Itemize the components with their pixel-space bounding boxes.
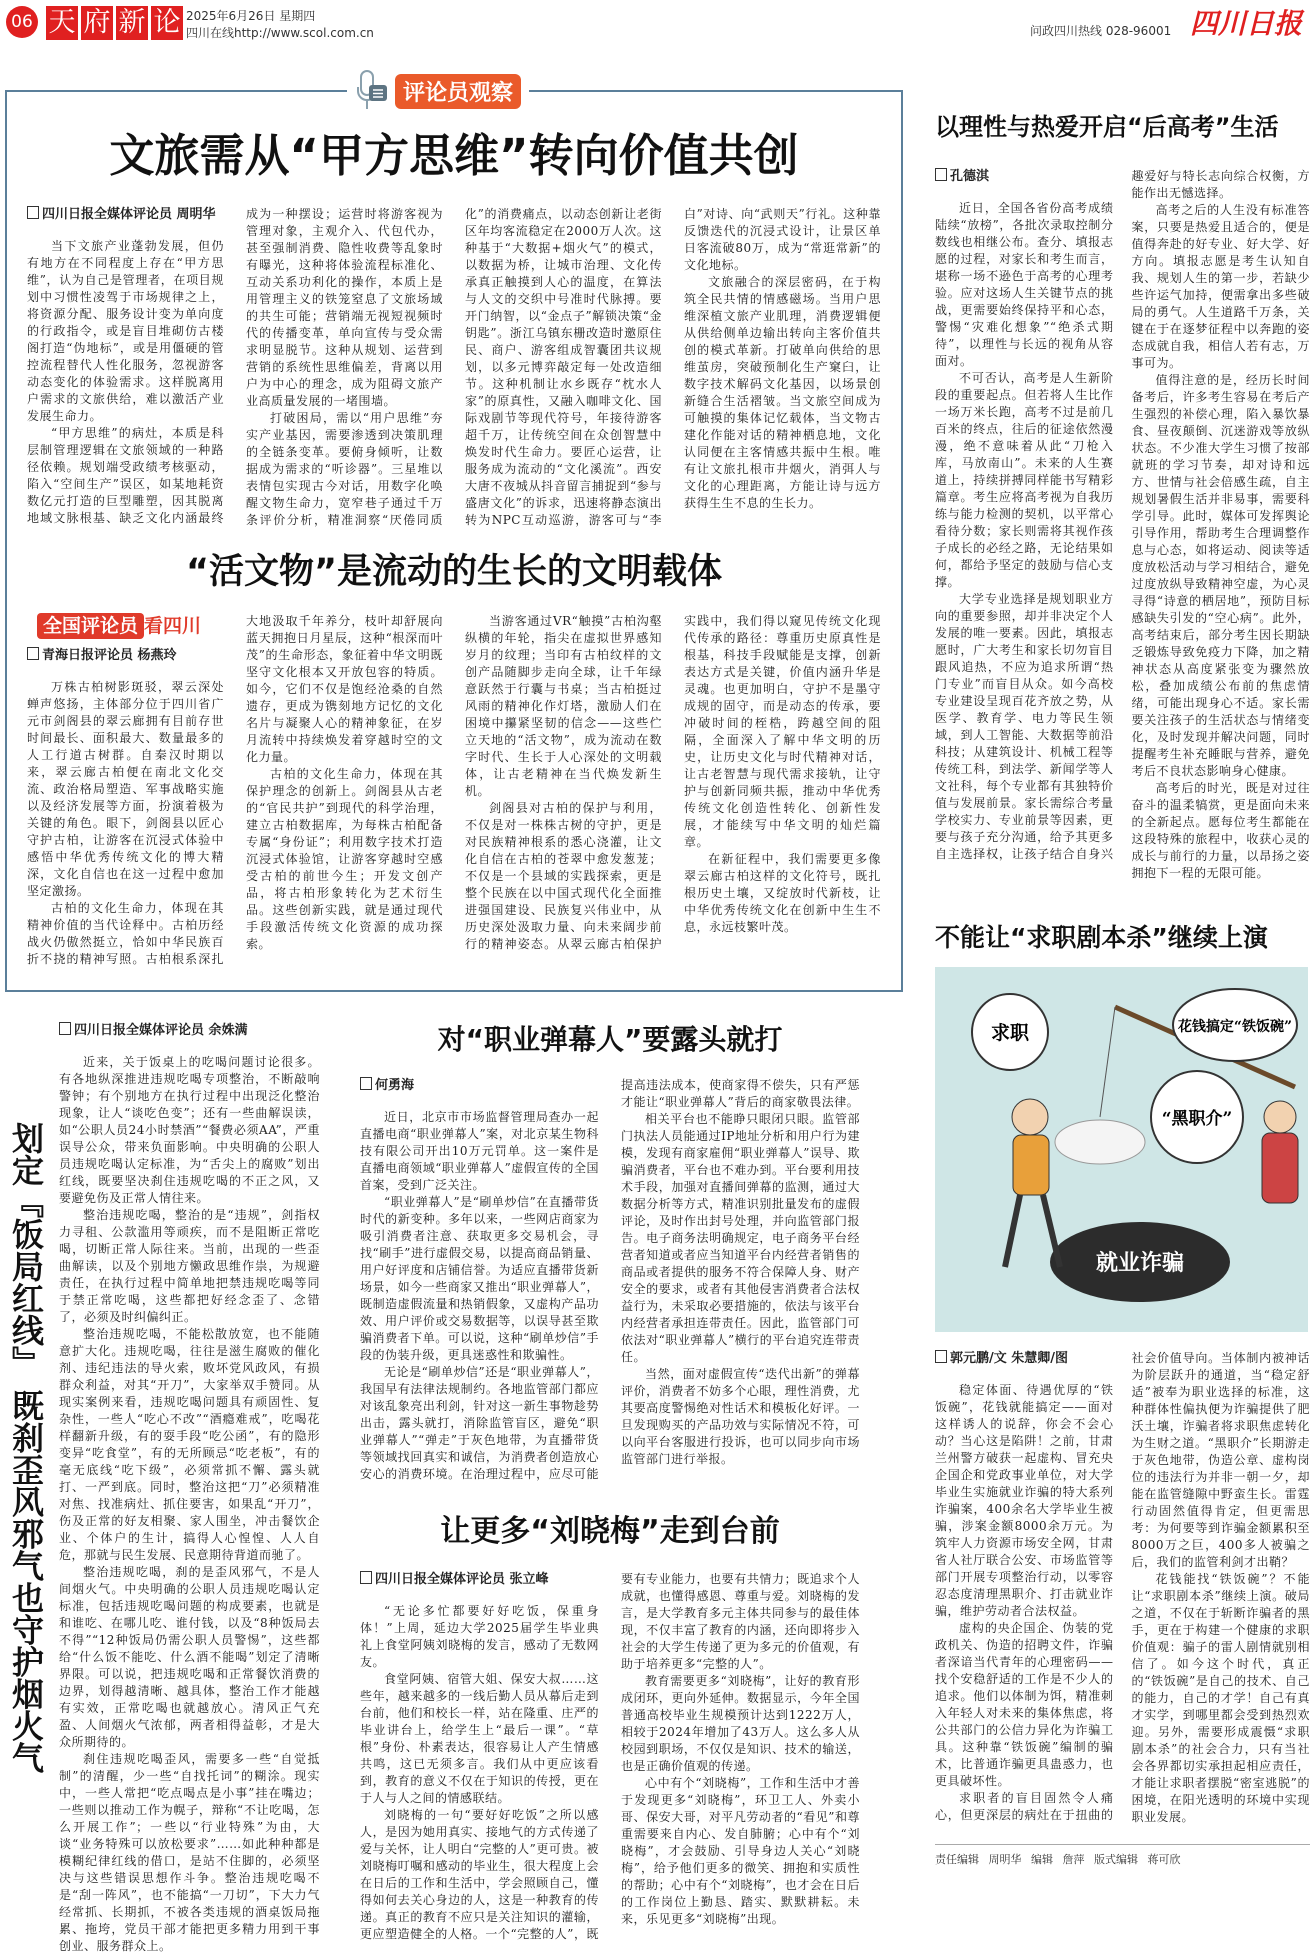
- label-job: 求职: [990, 1022, 1030, 1045]
- article-body-a3: [935, 168, 1310, 882]
- paragraph: 刹住违规吃喝歪风，需要多一些“自觉抵制”的清醒，少一些“自找托词”的糊涂。现实中，一些人常把“吃点喝点是小事”挂在嘴边；一些则以推动工作为幌子，辩称“不让吃喝，怎么开展工作”；一些以“行业特殊”为由，大谈“业务特殊可以放松要求”……如此种种都是模糊纪律红线的借口，是站不住脚的，必须坚决与这些错误思想作斗争。整治违规吃喝不是“刮一阵风”，也不能搞“一刀切”，下大力气经常抓、长期抓，不被各类违规的酒桌饭局拖累、拖垮，党员干部才能把更多精力用到干事创业、服务群众上。: [59, 1752, 320, 1953]
- agent-body: [1262, 1133, 1298, 1203]
- paragraph: 古柏的文化生命力，体现在其保护理念的创新上。剑阁县从古老的“官民共护”到现代的科学治理，建立古柏数据库，为每株古柏配备专属“身份证”；利用数字技术打造沉浸式体验馆，让游客穿越时空感受古柏的前世今生；开发文创产品，将古柏形象转化为艺术衍生品。这些创新实践，就是通过现代手段激活传统文化资源的成功探索。: [246, 767, 443, 951]
- headline-a4: 不能让“求职剧本杀”继续上演: [935, 923, 1268, 952]
- headline-a1: 文旅需从“甲方思维”转向价值共创: [109, 129, 799, 182]
- byline: 何勇海: [360, 1077, 599, 1095]
- paragraph: 花钱能找“铁饭碗”？不能让“求职剧本杀”继续上演。破局之道，不仅在于斩断诈骗者的黑手，更在于构建一个健康的求职价值观：骗子的雷人剧情就别相信了。如今这个时代，真正的“铁饭碗”是自己的技术、自己的能力，自己的才学！自己有真才实学，到哪里都会受到热烈欢迎。另外，需要形成震慑“求职剧本杀”的社会合力，只有当社会各界都切实承担起相应责任，才能让求职者摆脱“密室逃脱”的困境，在阳光透明的环境中实现职业发展。: [1131, 1572, 1310, 1825]
- section-badge-label: 评论员观察: [395, 74, 521, 109]
- column-name: [46, 6, 183, 40]
- paragraph: 古柏的文化生命力，体现在其精神价值的当代诠释中。古柏历经战火仍傲然挺立，恰如中华民族百折不挠的精神写照。古柏根系深扎大地汲取千年养分，枝叶却舒展向蓝天拥抱日月星辰，这种“根深而叶茂”的生命形态，象征着中华文明既坚守文化根本又开放包容的特质。如今，它们不仅是饱经沧桑的自然遗存，更成为镌刻地方记忆的文化名片与凝聚人心的精神象征，在岁月流转中持续焕发着穿越时空的文化力量。: [27, 614, 443, 966]
- paragraph: 整治违规吃喝，刹的是歪风邪气，不是人间烟火气。中央明确的公职人员违规吃喝认定标准，包括违规吃喝问题的构成要素，也就是和谁吃、在哪儿吃、谁付钱，以及“8种饭局去不得”“12种饭局仍需公职人员警惕”，这些都给“什么饭不能吃、什么酒不能喝”划定了清晰界限。可以说，把违规吃喝和正常餐饮消费的边界，划得越清晰、越具体，整治工作才能越有实效，正常吃喝也就越放心。清风正气充盈、人间烟火气浓郁，两者相得益彰，才是大众所期待的。: [59, 1565, 320, 1749]
- commentary-frame: [5, 80, 903, 992]
- paragraph: “无论多忙都要好好吃饭，保重身体！”上周，延边大学2025届学生毕业典礼上食堂阿姨刘晓梅的发言，感动了无数网友。: [360, 1603, 599, 1669]
- hotline: 问政四川热线 028-96001: [1030, 24, 1172, 38]
- agent-head: [1264, 1101, 1296, 1133]
- paragraph: 相关平台也不能睁只眼闭只眼。监管部门执法人员能通过IP地址分析和用户行为建模，发现有商家雇佣“职业弹幕人”误导、欺骗消费者，平台也不难办到。平台要利用技术手段，加强对直播间弹幕的监测，通过大数据分析等方式，精准识别批量发布的虚假评论，及时作出封号处理，并向监管部门报告。电子商务法明确规定，电子商务平台经营者知道或者应当知道平台内经营者销售的商品或者提供的服务不符合保障人身、财产安全的要求，或者有其他侵害消费者合法权益行为，未采取必要措施的，依法与该平台内经营者承担连带责任。因此，监管部门可依法对“职业弹幕人”横行的平台追究连带责任。: [621, 1112, 860, 1364]
- paragraph: 心中有个“刘晓梅”，工作和生活中才善于发现更多“刘晓梅”，环卫工人、外卖小哥、保安大哥，对平凡劳动者的“看见”和尊重需要来自内心、发自肺腑；心中有个“刘晓梅”，才会鼓励、引导身边人关心“刘晓梅”，给予他们更多的微笑、拥抱和实质性的帮助；心中有个“刘晓梅”，也才会在日后的工作岗位上勤恳、踏实、默默耕耘。未来，乐见更多“刘晓梅”出现。: [621, 1775, 860, 1926]
- paragraph: 高考之后的人生没有标准答案，只要是热爱且适合的，便是值得奔赴的好专业、好大学、好方向。填报志愿是考生认知自我、规划人生的第一步，若缺少些许运气加持，便需拿出多些破局的勇气。人生道路千万条，关键在于在逐梦征程中以奔跑的姿态成就自我，相信人若有志，万事可为。: [1131, 203, 1310, 370]
- paragraph: 当游客通过VR“触摸”古柏沟壑纵横的年轮，指尖在虚拟世界感知岁月的纹理；当印有古柏纹样的文创产品随脚步走向全球，让千年绿意跃然于行囊与书桌；当古柏挺过风雨的精神化作灯塔，激励人们在困境中攥紧坚韧的信念——这些伫立天地的“活文物”，成为流动在数字时代、生长于人心深处的文明载体，让古老精神在当代焕发新生机。: [465, 614, 662, 798]
- byline: 四川日报全媒体评论员 周明华: [27, 206, 224, 224]
- article-a6-a7: [360, 1022, 860, 1955]
- headline-a3: 以理性与热爱开启“后高考”生活: [935, 113, 1279, 141]
- paragraph: “职业弹幕人”是“刷单炒信”在直播带货时代的新变种。多年以来，一些网店商家为吸引消费者注意、获取更多交易机会，寻找“刷手”进行虚假交易，以提高商品销量、用户好评度和店铺信誉。为适应直播带货新场景，如今一些商家又推出“职业弹幕人”，既制造虚假流量和热销假象，又虚构产品功效、用户评价或交易数据等，以误导甚至欺骗消费者下单。可以说，这种“刷单炒信”手段的伪装升级，更具迷惑性和欺骗性。: [360, 1195, 599, 1362]
- paragraph: 食堂阿姨、宿管大姐、保安大叔……这些年，越来越多的一线后勤人员从幕后走到台前，他们和校长一样，站在隆重、庄严的毕业讲台上，给学生上“最后一课”。“草根”身份、朴素表达，很容易让人产生情感共鸣，这已无须多言。我们从中更应该看到，教育的意义不仅在于知识的传授，更在于人与人之间的情感联结。: [360, 1671, 599, 1805]
- byline: 孔德淇: [935, 168, 1114, 186]
- article-body-a4: [935, 1350, 1310, 1826]
- bottom-section: [5, 1022, 903, 1955]
- paragraph: 整治违规吃喝，整治的是“违规”，剑指权力寻租、公款滥用等顽疾，而不是阻断正常吃喝，切断正常人际往来。当前，出现的一些歪曲解读，以及个别地方懒政思维作祟，为规避责任，在执行过程中简单地把禁违规吃喝等同于禁正常吃喝，这些都把好经念歪了、念错了，必须及时纠偏纠正。: [59, 1208, 320, 1324]
- cartoon-drawing: [935, 967, 1308, 1332]
- headline-a6: 对“职业弹幕人”要露头就打: [437, 1023, 783, 1056]
- paragraph: 求职者的盲目固然令人痛心，但更深层的病灶在于扭曲的社会价值导向。当体制内被神话为阶层跃升的通道，当“稳定舒适”被奉为职业选择的标准，这种群体性偏执便为诈骗提供了肥沃土壤，诈骗者将求职焦虑转化为生财之道。“黑职介”长期游走于灰色地带，伪造公章、虚构岗位的违法行为并非一朝一夕，却能在监管缝隙中野蛮生长。雷霆行动固然值得肯定，但更需思考：为何要等到诈骗金额累积至8000万之巨，400多人被骗之后，我们的监管利剑才出鞘？: [935, 1351, 1310, 1823]
- paragraph: 在新征程中，我们需要更多像翠云廊古柏这样的文化符号，既扎根历史土壤，又绽放时代新枝，让中华优秀传统文化在创新中生生不息，永远枝繁叶茂。: [684, 852, 881, 934]
- column-tag-a: 全国评论员: [37, 613, 144, 639]
- paragraph: 剑阁县对古柏的保护与利用，不仅是对一株株古树的守护，更是对民族精神根系的悉心浇灌，让文化自信在古柏的苍翠中愈发葱茏；不仅是一个县域的实践探索，更是整个民族在以中国式现代化全面推进强国建设、民族复兴伟业中，从历史深处汲取力量、向未来阔步前行的精神姿态。从翠云廊古柏保护实践中，我们得以窥见传统文化现代传承的路径：尊重历史原真性是根基，科技手段赋能是支撑，创新表达方式是关键，价值内涵升华是灵魂。也更加明白，守护不是墨守成规的固守，而是动态的传承，要冲破时间的桎梏，跨越空间的阻隔，全面深入了解中华文明的历史，让历史文化与时代精神对话，让古老智慧与现代需求接轨，让守护与创新同频共振，推动中华优秀传统文化创造性转化、创新性发展，才能续写中华文明的灿烂篇章。: [465, 614, 881, 951]
- column-name-char: 新: [116, 6, 148, 40]
- right-stack: [935, 112, 1310, 1867]
- headline-a7: 让更多“刘晓梅”走到台前: [440, 1514, 780, 1549]
- label-fraud: 就业诈骗: [1095, 1250, 1185, 1277]
- byline: 青海日报评论员 杨燕玲: [27, 647, 224, 665]
- paragraph: 整治违规吃喝，不能松散放宽，也不能随意扩大化。违规吃喝，往往是滋生腐败的催化剂、违纪违法的导火索，败坏党风政风，有损群众利益，对其“开刀”，大家举双手赞同。从现实案例来看，违规吃喝问题具有顽固性、复杂性，一些人“吃心不改”“酒瘾难戒”，吃喝花样翻新升级，有的耍手段“吃公函”，有的隐形变异“吃食堂”，有的无所顾忌“吃老板”，有的毫无底线“吃下级”，必须常抓不懈、露头就打、一严到底。同时，整治这把“刀”必须精准对焦、找准病灶、抓住要害，如果乱“开刀”，伤及正常的好友相聚、家人围坐，冲击餐饮企业、个体户的生计，搞得人心惶惶、人人自危，那就与民生发展、民意期待背道而驰了。: [59, 1327, 320, 1562]
- job-seeker-body: [1013, 1135, 1049, 1195]
- paragraph: 无论是“刷单炒信”还是“职业弹幕人”，我国早有法律法规制约。各地监管部门都应对该乱象亮出利剑，针对这一新生事物趁势出击，露头就打，消除监管盲区，避免“职业弹幕人”“弹走”于灰色地带，为直播带货等领域找回真实和诚信，为消费者创造放心安心的消费环境。在治理过程中，应尽可能提高违法成本，使商家得不偿失，只有严惩才能让“职业弹幕人”背后的商家敬畏法律。: [360, 1078, 860, 1481]
- headline-a5: 划定『饭局红线』 既刹歪风邪气也守护烟火气: [7, 1122, 45, 1774]
- cartoon-illustration: [935, 967, 1308, 1332]
- article-body-a5: [59, 1022, 320, 1955]
- byline: 四川日报全媒体评论员 张立峰: [360, 1571, 599, 1589]
- column-tag-b: 看四川: [144, 615, 202, 637]
- byline: 四川日报全媒体评论员 余姝满: [59, 1022, 320, 1040]
- label-bowl: 花钱搞定“铁饭碗”: [1177, 1019, 1293, 1036]
- paragraph: 文旅融合的深层密码，在于构筑全民共情的情感磁场。当用户思维深植文旅产业肌理，消费逻辑便从供给侧单边输出转向主客价值共创的模式革新。打破单向供给的思维茧房，突破预制化生产窠臼，让数字技术解码文化基因，以场景创新缝合生活褶皱。当文旅空间成为可触摸的集体记忆载体，当文物古建化作能对话的精神栖息地，文化认同便在主客情感共振中生根。唯有让文旅扎根市井烟火，消弭人与文化的心理距离，方能让诗与远方获得生生不息的生长力。: [684, 275, 881, 511]
- column-name-char: 论: [151, 6, 183, 40]
- column-name-char: 府: [81, 6, 113, 40]
- column-tag: [37, 613, 201, 639]
- paragraph: 当下文旅产业蓬勃发展，但仍有地方在不同程度上存在“甲方思维”，认为自己是管理者，在项目规划中习惯性凌驾于市场规律之上，将资源分配、服务设计变为单向度的行政指令，或是盲目堆砌仿古楼阁打造“伪地标”，或是用僵硬的管控流程替代人性化服务，忽视游客动态变化的体验需求。这样脱离用户需求的文旅供给，难以激活产业发展生命力。: [27, 239, 224, 424]
- article-body-a1: [27, 206, 881, 529]
- article-body-a7: [360, 1571, 860, 1943]
- label-agency: “黑职介”: [1161, 1109, 1233, 1130]
- column-name-char: 天: [46, 6, 78, 40]
- paragraph: 近日，全国各省份高考成绩陆续“放榜”，各批次录取控制分数线也相继公布。查分、填报志愿的过程，对家长和考生而言，堪称一场不逊色于高考的心理考验。应对这场人生关键节点的挑战，更需要始终保持平和心态，警惕“灾难化想象”“绝杀式期待”，以理性与长远的视角从容面对。: [935, 201, 1114, 368]
- paragraph: 刘晓梅的一句“要好好吃饭”之所以感人，是因为她用真实、接地气的方式传递了爱与关怀，让人明白“完整的人”更可贵。被刘晓梅叮嘱和感动的毕业生，很大程度上会在日后的工作和生活中，学会照顾自己，懂得如何去关心身边的人，这是一种教育的传递。真正的教育不应只是关注知识的灌输，更应塑造健全的人格。一个“完整的人”，既要有专业能力，也要有共情力；既追求个人成就，也懂得感恩、尊重与爱。刘晓梅的发言，是大学教育多元主体共同参与的最佳体现，不仅丰富了教育的内涵，还向即将步入社会的大学生传递了更为多元的价值观，有助于培养更多“完整的人”。: [360, 1571, 860, 1941]
- paragraph: 当然，面对虚假宣传“迭代出新”的弹幕评价，消费者不妨多个心眼，理性消费，尤其要高度警惕绝对性话术和模板化好评。一旦发现购买的产品功效与实际情况不符，可以向平台客服进行投诉，也可以同步向市场监管部门进行举报。: [621, 1367, 860, 1466]
- section-badge: [347, 66, 529, 116]
- job-seeker-head: [1012, 1099, 1048, 1135]
- paragraph: 打破困局，需以“用户思维”夯实产业基因，需要渗透到决策肌理的全链条变革。要俯身倾听，让数据成为需求的“听诊器”。三星堆以表情包实现古今对话，用数字化唤醒文物生命力，宽窄巷子通过千万条评价分析，精准洞察“厌倦同质化”的消费痛点，以动态创新让老街区年均客流稳定在2000万人次。这种基于“大数据+烟火气”的模式，以数据为桥，让城市治理、文化传承真正触摸到人心的温度，在算法与人文的交织中号准时代脉搏。要开门纳智，以“金点子”解锁决策“金钥匙”。浙江乌镇东栅改造时邀原住民、商户、游客组成智囊团共议规划，以多元博弈敲定每一处改造细节。这种机制让水乡既存“枕水人家”的原真性，又融入咖啡文化、国际戏剧节等现代符号，年接待游客超千万，让传统空间在众创智慧中焕发时代生命力。要匠心运营，让服务成为流动的“文化溪流”。西安大唐不夜城从抖音留言捕捉到“参与盛唐文化”的诉求，迅速将静态演出转为NPC互动巡游，游客可与“李白”对诗、向“武则天”行礼。这种靠反馈迭代的沉浸式设计，让景区单日客流破80万，成为“常逛常新”的文化地标。: [246, 207, 881, 528]
- paragraph: 万株古柏树影斑驳，翠云深处蝉声悠扬，主体部分位于四川省广元市剑阁县的翠云廊拥有目前存世时间最长、面积最大、数量最多的人工行道古树群。自秦汉时期以来，翠云廊古柏便在南北文化交流、政治格局塑造、军事战略实施以及经济发展等方面，扮演着极为关键的角色。眼下，剑阁县以匠心守护古柏，让游客在沉浸式体验中感悟中华优秀传统文化的博大精深，文化自信也在这一过程中愈加坚定激扬。: [27, 680, 224, 898]
- paragraph: 近日，北京市市场监督管理局查办一起直播电商“职业弹幕人”案，对北京某生物科技有限公司开出10万元罚单。这一案件是直播电商领域“职业弹幕人”虚假宣传的全国首案，受到广泛关注。: [360, 1110, 599, 1192]
- microphone-icon: [355, 69, 391, 113]
- editor-credits: 责任编辑 周明华 编辑 詹萍 版式编辑 蒋可欣: [935, 1844, 1310, 1867]
- paragraph: 教育需要更多“刘晓梅”，让好的教育形成闭环，更向外延伸。数据显示，今年全国普通高校毕业生规模预计达到1222万人，相较于2024年增加了43万人。这么多人从校园到职场，不仅仅是知识、技术的输送，也是正确价值观的传递。: [621, 1673, 860, 1773]
- issue-date: 2025年6月26日 星期四: [186, 9, 316, 23]
- paragraph: 高考后的时光，既是对过往奋斗的温柔犒赏，更是面向未来的全新起点。愿每位考生都能在这段特殊的旅程中，收获心灵的成长与前行的力量，以昂扬之姿拥抱下一程的无限可能。: [1131, 781, 1310, 880]
- newspaper-logo: 四川日报: [1190, 7, 1303, 40]
- website[interactable]: 四川在线http://www.scol.com.cn: [186, 26, 374, 40]
- headline-a2: “活文物”是流动的生长的文明载体: [185, 552, 722, 593]
- article-body-a6: [360, 1077, 860, 1483]
- paragraph: 近来，关于饭桌上的吃喝问题讨论很多。有各地纵深推进违规吃喝专项整治，不断敲响警钟；有个别地方在执行过程中出现泛化整治现象，让人“谈吃色变”；还有一些曲解误读，如“公职人员24小时禁酒”“餐费必须AA”，严重误导公众，带来负面影响。中央明确的公职人员违规吃喝认定标准，为“舌尖上的腐败”划出红线，既要坚决刹住违规吃喝的不正之风，又要避免伤及正常人情往来。: [59, 1055, 320, 1205]
- byline: 郭元鹏/文 朱慧卿/图: [935, 1350, 1114, 1368]
- paragraph: “甲方思维”的病灶，本质是科层制管理逻辑在文旅领域的一种路径依赖。规划端受政绩考核驱动，陷入“空间生产”误区，如某地耗资数亿元打造的巨型雕塑，因其脱离地域文脉根基、缺乏文化内涵最终成为一种摆设；运营时将游客视为管理对象，主观介入、代包代办，甚至强制消费、隐性收费等乱象时有曝光，这种将体验流程标准化、互动关系功利化的操作，本质上是用管理主义的铁笼窒息了文旅场域的共生可能；营销端无视短视频时代的传播变革，单向宣传与受众需求明显脱节。这种从规划、运营到营销的系统性思维偏差，背离以用户为中心的理念，成为阻碍文旅产业高质量发展的一堵围墙。: [27, 207, 443, 526]
- paragraph: 不可否认，高考是人生新阶段的重要起点。但若将人生比作一场万米长跑，高考不过是前几百米的终点，往后的征途依然漫漫，绝不意味着从此“刀枪入库，马放南山”。未来的人生赛道上，持续拼搏同样能书写精彩篇章。考生应将高考视为自我历练与能力检测的契机，以平常心看待分数；家长则需将其视作孩子成长的必经之路，无论结果如何，都给予坚定的鼓励与信心支撑。: [935, 371, 1114, 589]
- paragraph: 值得注意的是，经历长时间备考后，许多考生容易在考后产生强烈的补偿心理，陷入暴饮暴食、昼夜颠倒、沉迷游戏等放纵状态。不少准大学生习惯了按部就班的学习节奏，却对诗和远方、世情与社会倍感生疏，自主规划暑假生活并非易事，需要科学引导。此时，媒体可发挥舆论引导作用，帮助考生合理调整作息与心态，如将运动、阅读等适度放松活动与学习相结合，避免过度放纵导致精神空虚，为心灵寻得“诗意的栖居地”，预防目标感缺失引发的“空心病”。此外，高考结束后，部分考生因长期缺乏锻炼导致免疫力下降，加之精神状态从高度紧张变为骤然放松，叠加成绩公布前的焦虑情绪，可能出现身心不适。家长需要关注孩子的生活状态与情绪变化，及时发现并解决问题，同时提醒考生补充睡眠与营养，避免考后不良状态影响身心健康。: [1131, 373, 1310, 778]
- page-number: 06: [6, 6, 38, 38]
- paragraph: 稳定体面、待遇优厚的“铁饭碗”，花钱就能搞定——面对这样诱人的说辞，你会不会心动？当心这是陷阱！之前，甘肃兰州警方破获一起虚构、冒充央企国企和党政事业单位，对大学毕业生实施就业诈骗的特大系列诈骗案，400余名大学毕业生被骗，涉案金额8000余万元。为筑牢人力资源市场安全网，甘肃省人社厅联合公安、市场监管等部门开展专项整治行动，以零容忍态度清理黑职介、打击就业诈骗，维护劳动者合法权益。: [935, 1383, 1114, 1619]
- article-body-a2: [27, 613, 881, 968]
- paragraph: 大学专业选择是规划职业方向的重要参照，却并非决定个人发展的唯一要素。因此，填报志愿时，广大考生和家长切勿盲目跟风追热，不应为追求所谓“热门专业”而盲目从众。如今高校专业建设呈现百花齐放之势，从医学、教育学、电力等民生领域，到人工智能、大数据等前沿科技；从建筑设计、机械工程等传统工科，到法学、新闻学等人文社科，每个专业都有其独特价值与发展前景。家长需综合考量学校实力、专业前景等因素，更要与孩子充分沟通，给予其更多自主选择权，让孩子结合自身兴趣爱好与特长志向综合权衡，方能作出无憾选择。: [935, 169, 1310, 861]
- article-a5: [5, 1022, 320, 1955]
- fishing-line: [1100, 1007, 1115, 1117]
- iron-bowl: [1055, 1120, 1145, 1164]
- paragraph: 虚构的央企国企、伪装的党政机关、伪造的招聘文件，诈骗者深谙当代青年的心理密码——找个安稳舒适的工作是不少人的追求。他们以体制为饵，精准刺入年轻人对未来的集体焦虑，将公共部门的公信力异化为诈骗工具。这种靠“铁饭碗”编制的骗术，比普通诈骗更具蛊惑力，也更具破坏性。: [935, 1621, 1114, 1789]
- left-stack: [5, 66, 903, 1955]
